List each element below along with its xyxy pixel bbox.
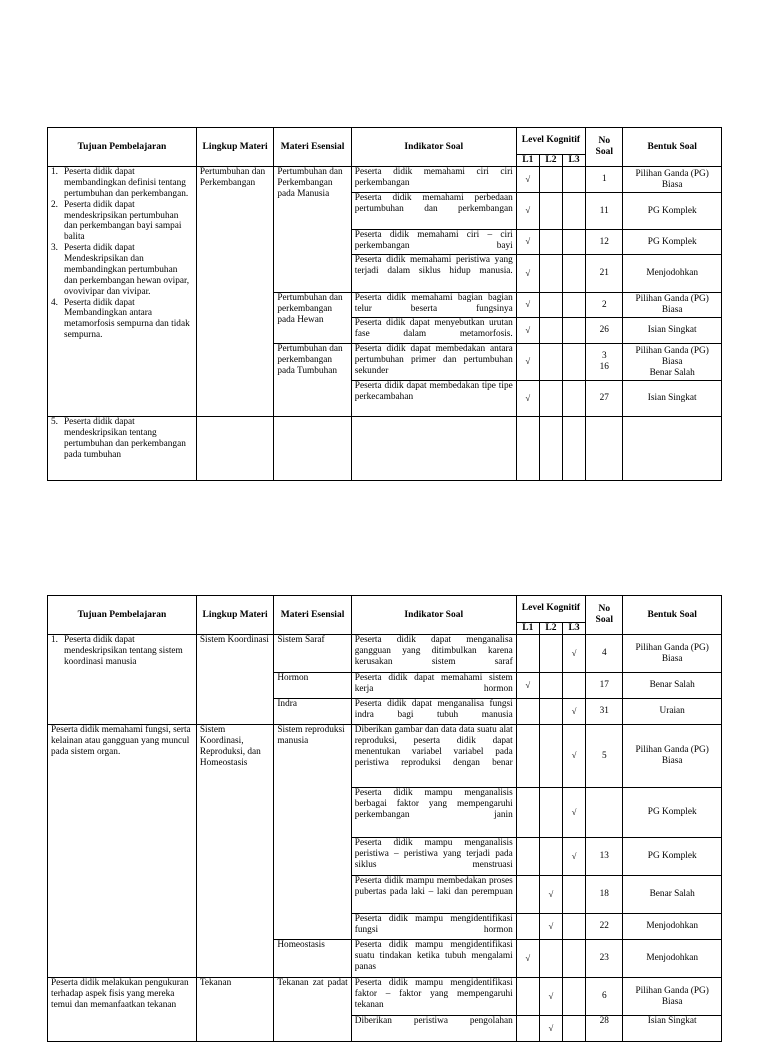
bentuk-soal: Pilihan Ganda (PG) Biasa — [623, 167, 722, 193]
indikator-cell: Diberikan gambar dan data data suatu alat reproduksi, peserta didik dapat menentukan variabel variabel pada peristiwa reproduksi dengan benar — [351, 725, 516, 788]
check-l1: √ — [516, 255, 539, 293]
check-l1: √ — [516, 193, 539, 230]
bentuk-soal: Pilihan Ganda (PG) Biasa — [623, 293, 722, 318]
no-soal: 5 — [586, 725, 623, 788]
bentuk-soal: Pilihan Ganda (PG) Biasa — [623, 725, 722, 788]
header-tujuan: Tujuan Pembelajaran — [48, 128, 197, 167]
header-tujuan: Tujuan Pembelajaran — [48, 596, 197, 635]
check-l1: √ — [516, 940, 539, 978]
table-row — [48, 417, 722, 481]
table-row — [48, 725, 722, 788]
table-row — [48, 167, 722, 193]
bentuk-soal: Isian Singkat — [623, 381, 722, 417]
indikator-cell: Peserta didik mampu mengidentifikasi faktor – faktor yang mempengaruhi tekanan — [351, 978, 516, 1016]
check-l3: √ — [563, 699, 586, 725]
no-soal: 3 16 — [586, 344, 623, 381]
indikator-cell: Peserta didik dapat memahami sistem kerja hormon — [351, 673, 516, 699]
no-soal — [586, 788, 623, 838]
materi-cell: Pertumbuhan dan perkembangan pada Tumbuhan — [274, 344, 351, 417]
tujuan-cell — [48, 635, 197, 725]
header-l3: L3 — [563, 155, 586, 167]
tujuan-cell — [48, 417, 197, 481]
check-l1: √ — [516, 344, 539, 381]
bentuk-soal: Isian Singkat — [623, 1016, 722, 1042]
indikator-cell: Peserta didik memahami ciri ciri perkembangan — [351, 167, 516, 193]
bentuk-soal: Benar Salah — [623, 876, 722, 914]
header-l3: L3 — [563, 623, 586, 635]
table-row — [48, 978, 722, 1016]
materi-cell: Sistem reproduksi manusia — [274, 725, 351, 940]
indikator-cell: Peserta didik memahami perbedaan pertumbuhan dan perkembangan — [351, 193, 516, 230]
check-l1: √ — [516, 167, 539, 193]
materi-cell: Sistem Saraf — [274, 635, 351, 673]
no-soal: 23 — [586, 940, 623, 978]
list-item: 4. Peserta didik dapat Membandingkan antara metamorfosis sempurna dan tidak sempurna. — [51, 297, 190, 341]
check-l1: √ — [516, 293, 539, 318]
check-l1: √ — [516, 230, 539, 255]
no-soal: 26 — [586, 318, 623, 344]
header-materi: Materi Esensial — [274, 128, 351, 167]
check-l3: √ — [563, 788, 586, 838]
bentuk-soal: PG Komplek — [623, 788, 722, 838]
bentuk-soal: PG Komplek — [623, 230, 722, 255]
indikator-cell: Peserta didik dapat menganalisa fungsi indra bagi tubuh manusia — [351, 699, 516, 725]
check-l2: √ — [539, 876, 562, 914]
bentuk-soal: Pilihan Ganda (PG) Biasa Benar Salah — [623, 344, 722, 381]
no-soal: 12 — [586, 230, 623, 255]
bentuk-soal: Menjodohkan — [623, 914, 722, 940]
header-lingkup: Lingkup Materi — [196, 596, 273, 635]
table-kisi-kisi-2 — [47, 595, 722, 1042]
indikator-cell: Peserta didik dapat menganalisa gangguan yang ditimbulkan karena kerusakan sistem saraf — [351, 635, 516, 673]
bentuk-soal: Isian Singkat — [623, 318, 722, 344]
no-soal: 4 — [586, 635, 623, 673]
header-materi: Materi Esensial — [274, 596, 351, 635]
lingkup-cell: Tekanan — [196, 978, 273, 1042]
list-item: 1. Peserta didik dapat membandingkan definisi tentang pertumbuhan dan perkembangan. — [51, 167, 189, 199]
no-soal: 22 — [586, 914, 623, 940]
header-l2: L2 — [539, 155, 562, 167]
bentuk-soal: PG Komplek — [623, 193, 722, 230]
no-soal: 6 — [586, 978, 623, 1016]
header-l1: L1 — [516, 623, 539, 635]
lingkup-cell: Sistem Koordinasi — [196, 635, 273, 725]
header-l1: L1 — [516, 155, 539, 167]
header-no-soal: No Soal — [586, 128, 623, 167]
bentuk-soal: Uraian — [623, 699, 722, 725]
check-l2: √ — [539, 978, 562, 1016]
header-level: Level Kognitif — [516, 596, 585, 623]
no-soal: 13 — [586, 838, 623, 876]
no-soal: 27 — [586, 381, 623, 417]
materi-cell: Indra — [274, 699, 351, 725]
bentuk-soal: Pilihan Ganda (PG) Biasa — [623, 978, 722, 1016]
no-soal: 2 — [586, 293, 623, 318]
check-l1: √ — [516, 318, 539, 344]
header-bentuk: Bentuk Soal — [623, 596, 722, 635]
no-soal: 1 — [586, 167, 623, 193]
check-l2: √ — [539, 914, 562, 940]
indikator-cell: Peserta didik dapat membedakan tipe tipe perkecambahan — [351, 381, 516, 417]
header-indikator: Indikator Soal — [351, 596, 516, 635]
indikator-cell: Diberikan peristiwa pengolahan — [351, 1016, 516, 1042]
table-row — [48, 635, 722, 673]
indikator-cell: Peserta didik mampu menganalisis peristiwa – peristiwa yang terjadi pada siklus menstruasi — [351, 838, 516, 876]
tujuan-cell: Peserta didik melakukan pengukuran terhadap aspek fisis yang mereka temui dan memanfaatkan tekanan — [48, 978, 197, 1042]
indikator-cell: Peserta didik dapat membedakan antara pertumbuhan primer dan pertumbuhan sekunder — [351, 344, 516, 381]
lingkup-cell: Sistem Koordinasi, Reproduksi, dan Homeostasis — [196, 725, 273, 978]
materi-cell: Tekanan zat padat — [274, 978, 351, 1042]
bentuk-soal: Pilihan Ganda (PG) Biasa — [623, 635, 722, 673]
header-no-soal: No Soal — [586, 596, 623, 635]
indikator-cell: Peserta didik memahami peristiwa yang terjadi dalam siklus hidup manusia. — [351, 255, 516, 293]
indikator-cell: Peserta didik mampu membedakan proses pubertas pada laki – laki dan perempuan — [351, 876, 516, 914]
indikator-cell: Peserta didik memahami bagian bagian telur beserta fungsinya — [351, 293, 516, 318]
header-bentuk: Bentuk Soal — [623, 128, 722, 167]
list-item: 1. Peserta didik dapat mendeskripsikan tentang sistem koordinasi manusia — [51, 635, 183, 667]
header-lingkup: Lingkup Materi — [196, 128, 273, 167]
check-l3: √ — [563, 635, 586, 673]
no-soal: 31 — [586, 699, 623, 725]
indikator-cell: Peserta didik mampu menganalisis berbagai faktor yang mempengaruhi perkembangan janin — [351, 788, 516, 838]
materi-cell: Homeostasis — [274, 940, 351, 978]
no-soal: 18 — [586, 876, 623, 914]
no-soal: 17 — [586, 673, 623, 699]
check-l1: √ — [516, 381, 539, 417]
indikator-cell: Peserta didik mampu mengidentifikasi fungsi hormon — [351, 914, 516, 940]
list-item: 3. Peserta didik dapat Mendeskripsikan dan membandingkan pertumbuhan dan perkembangan hewan ovipar, ovovivipar dan vivipar. — [51, 243, 190, 297]
header-level: Level Kognitif — [516, 128, 585, 155]
bentuk-soal: Benar Salah — [623, 673, 722, 699]
table-kisi-kisi-1 — [47, 127, 722, 481]
list-item: 2. Peserta didik dapat mendeskripsikan pertumbuhan dan perkembangan bayi sampai balita — [51, 199, 182, 243]
check-l3: √ — [563, 838, 586, 876]
check-l1: √ — [516, 673, 539, 699]
tujuan-cell — [48, 167, 197, 417]
bentuk-soal: Menjodohkan — [623, 255, 722, 293]
bentuk-soal: Menjodohkan — [623, 940, 722, 978]
materi-cell: Pertumbuhan dan perkembangan pada Hewan — [274, 293, 351, 344]
indikator-cell: Peserta didik mampu mengidentifikasi suatu tindakan ketika tubuh mengalami panas — [351, 940, 516, 978]
tujuan-cell: Peserta didik memahami fungsi, serta kelainan atau gangguan yang muncul pada sistem organ. — [48, 725, 197, 978]
header-indikator: Indikator Soal — [351, 128, 516, 167]
bentuk-soal: PG Komplek — [623, 838, 722, 876]
tujuan-list — [51, 167, 193, 341]
no-soal: 11 — [586, 193, 623, 230]
lingkup-cell: Pertumbuhan dan Perkembangan — [196, 167, 273, 417]
indikator-cell: Peserta didik memahami ciri – ciri perkembangan bayi — [351, 230, 516, 255]
header-l2: L2 — [539, 623, 562, 635]
indikator-cell: Peserta didik dapat menyebutkan urutan fase dalam metamorfosis. — [351, 318, 516, 344]
list-item: 5. Peserta didik dapat mendeskripsikan tentang pertumbuhan dan perkembangan pada tumbuhan — [51, 417, 186, 460]
check-l3: √ — [563, 725, 586, 788]
check-l2: √ — [539, 1016, 562, 1042]
materi-cell: Pertumbuhan dan Perkembangan pada Manusia — [274, 167, 351, 293]
materi-cell: Hormon — [274, 673, 351, 699]
no-soal: 21 — [586, 255, 623, 293]
no-soal: 28 — [586, 1016, 623, 1042]
